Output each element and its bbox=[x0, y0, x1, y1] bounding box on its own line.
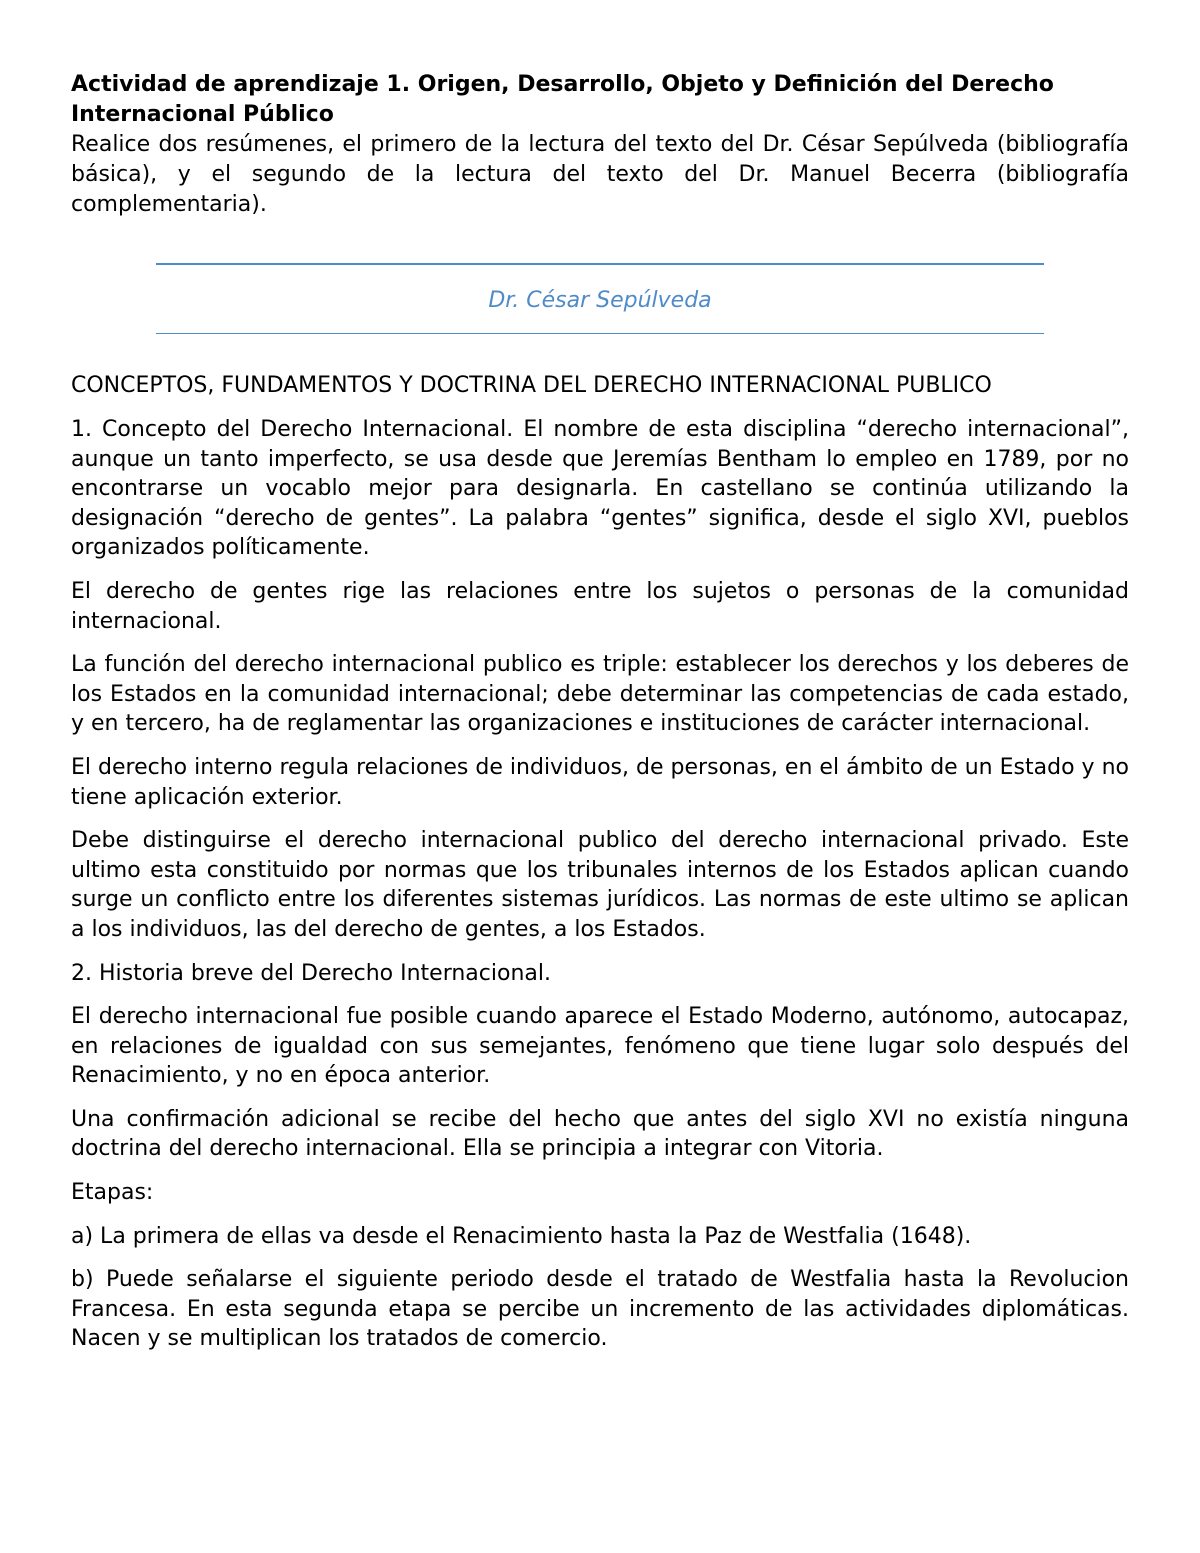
paragraph-etapas: Etapas: bbox=[71, 1180, 154, 1206]
paragraph-derecho-interno: El derecho interno regula relaciones de individuos, de personas, en el ámbito de un Estado y no tiene aplicación exterior. bbox=[71, 754, 1129, 810]
document-page bbox=[71, 70, 1129, 1354]
document-title: Actividad de aprendizaje 1. Origen, Desarrollo, Objeto y Definición del Derecho Internacional Público bbox=[71, 72, 1054, 127]
paragraph-funcion: La función del derecho internacional publico es triple: establecer los derechos y los deberes de los Estados en la comunidad internacional; debe determinar las competencias de cada estado, y en tercero, ha de reglamentar las organizaciones e instituciones de carácter internacional. bbox=[71, 652, 1129, 737]
paragraph-derecho-gentes: El derecho de gentes rige las relaciones entre los sujetos o personas de la comunidad internacional. bbox=[71, 578, 1129, 634]
paragraph-concepto: 1. Concepto del Derecho Internacional. El nombre de esta disciplina “derecho internacional”, aunque un tanto imperfecto, se usa desde que Jeremías Bentham lo empleo en 1789, por no encontrarse un vocablo mejor para designarla. En castellano se continúa utilizando la designación “derecho de gentes”. La palabra “gentes” significa, desde el siglo XVI, pueblos organizados políticamente. bbox=[71, 417, 1129, 561]
paragraph-etapa-a: a) La primera de ellas va desde el Renacimiento hasta la Paz de Westfalia (1648). bbox=[71, 1223, 972, 1249]
paragraph-etapa-b: b) Puede señalarse el siguiente periodo desde el tratado de Westfalia hasta la Revolucion Francesa. En esta segunda etapa se percibe un incremento de las actividades diplomáticas. Nacen y se multiplican los tratados de comercio. bbox=[71, 1267, 1129, 1352]
quote-author: Dr. César Sepúlveda bbox=[488, 287, 712, 313]
paragraph-estado-moderno: El derecho internacional fue posible cuando aparece el Estado Moderno, autónomo, autocapaz, en relaciones de igualdad con sus semejantes, fenómeno que tiene lugar solo después del Renacimiento, y no en época anterior. bbox=[71, 1004, 1129, 1089]
intro-paragraph: Realice dos resúmenes, el primero de la lectura del texto del Dr. César Sepúlveda (bibliografía básica), y el segundo de la lectura del texto del Dr. Manuel Becerra (bibliografía complementaria). bbox=[71, 132, 1129, 217]
section-heading: CONCEPTOS, FUNDAMENTOS Y DOCTRINA DEL DERECHO INTERNACIONAL PUBLICO bbox=[71, 373, 992, 398]
author-quote-box bbox=[156, 263, 1044, 334]
paragraph-distincion: Debe distinguirse el derecho internacional publico del derecho internacional privado. Este ultimo esta constituido por normas que los tribunales internos de los Estados aplican cuando surge un conflicto entre los diferentes sistemas jurídicos. Las normas de este ultimo se aplican a los individuos, las del derecho de gentes, a los Estados. bbox=[71, 828, 1129, 942]
paragraph-historia-heading: 2. Historia breve del Derecho Internacional. bbox=[71, 960, 551, 986]
paragraph-confirmacion: Una confirmación adicional se recibe del hecho que antes del siglo XVI no existía ninguna doctrina del derecho internacional. Ella se principia a integrar con Vitoria. bbox=[71, 1106, 1129, 1162]
